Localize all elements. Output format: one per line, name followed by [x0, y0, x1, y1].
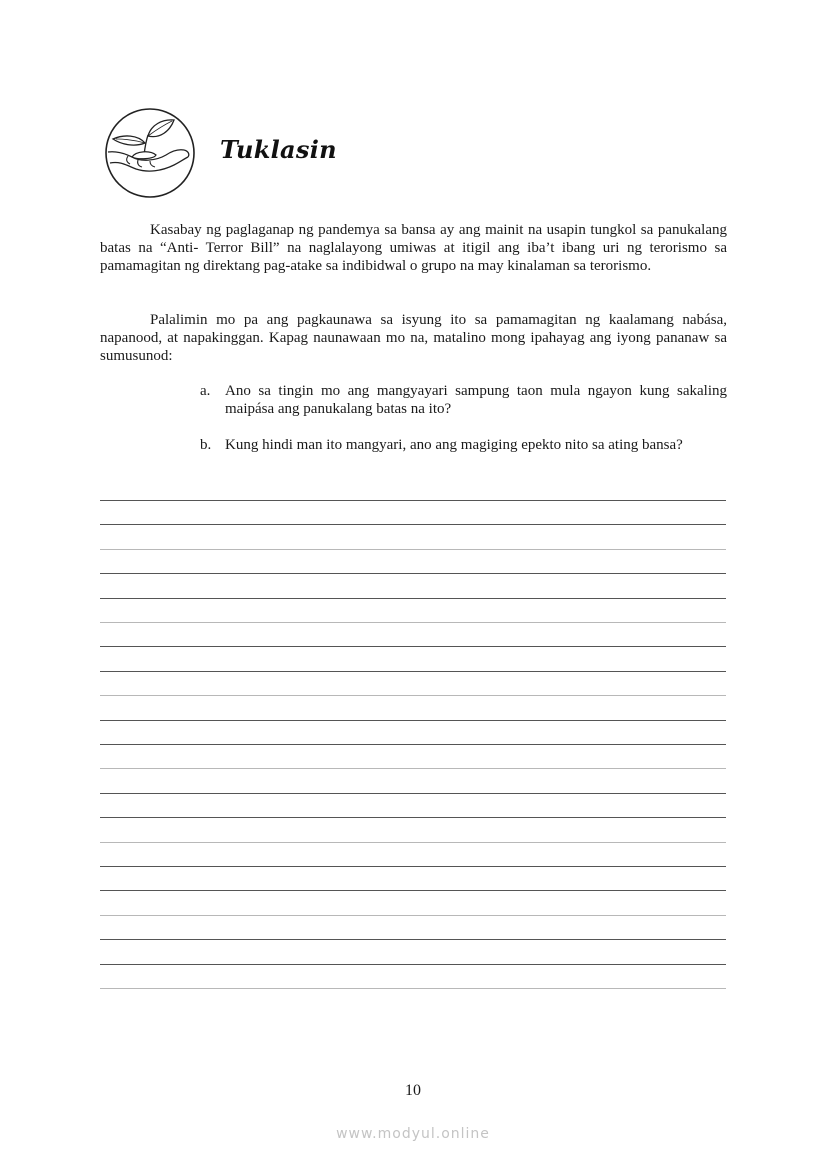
answer-line[interactable]	[100, 573, 726, 574]
question-list	[200, 436, 727, 454]
question-text: Kung hindi man ito mangyari, ano ang magiging epekto nito sa ating bansa?	[225, 437, 683, 453]
answer-line[interactable]	[100, 695, 726, 696]
answer-line[interactable]	[100, 915, 726, 916]
answer-line[interactable]	[100, 720, 726, 721]
question-item	[200, 436, 727, 454]
answer-line[interactable]	[100, 598, 726, 599]
answer-line[interactable]	[100, 817, 726, 818]
answer-line[interactable]	[100, 866, 726, 867]
answer-line[interactable]	[100, 646, 726, 647]
instruction-paragraph: Palalimin mo pa ang pagkaunawa sa isyung ito sa pamamagitan ng kaalamang nabása, napanood, at napakinggan. Kapag naunawaan mo na, matalino mong ipahayag ang iyong pananaw sa sumusunod:	[100, 312, 727, 364]
answer-line[interactable]	[100, 939, 726, 940]
answer-line[interactable]	[100, 671, 726, 672]
intro-paragraph: Kasabay ng paglaganap ng pandemya sa bansa ay ang mainit na usapin tungkol sa panukalang batas na “Anti- Terror Bill” na naglalayong umiwas at itigil ang iba’t ibang uri ng terorismo sa pamamagitan ng direktang pag-atake sa indibidwal o grupo na may kinalaman sa terorismo.	[100, 222, 727, 274]
answer-line[interactable]	[100, 988, 726, 989]
hand-holding-seedling-icon	[104, 107, 196, 199]
answer-line[interactable]	[100, 500, 726, 501]
page-number: 10	[405, 1082, 421, 1099]
answer-line[interactable]	[100, 793, 726, 794]
question-list	[200, 382, 727, 418]
section-title: Tuklasin	[220, 135, 337, 164]
answer-line[interactable]	[100, 842, 726, 843]
answer-line[interactable]	[100, 890, 726, 891]
answer-line[interactable]	[100, 768, 726, 769]
question-marker: b.	[200, 437, 212, 453]
question-text: Ano sa tingin mo ang mangyayari sampung taon mula ngayon kung sakaling maipása ang panukalang batas na ito?	[225, 383, 727, 417]
answer-line[interactable]	[100, 744, 726, 745]
answer-line[interactable]	[100, 622, 726, 623]
answer-line[interactable]	[100, 964, 726, 965]
answer-line[interactable]	[100, 549, 726, 550]
question-item	[200, 382, 727, 418]
watermark: www.modyul.online	[336, 1126, 490, 1142]
question-marker: a.	[200, 383, 211, 399]
answer-line[interactable]	[100, 524, 726, 525]
